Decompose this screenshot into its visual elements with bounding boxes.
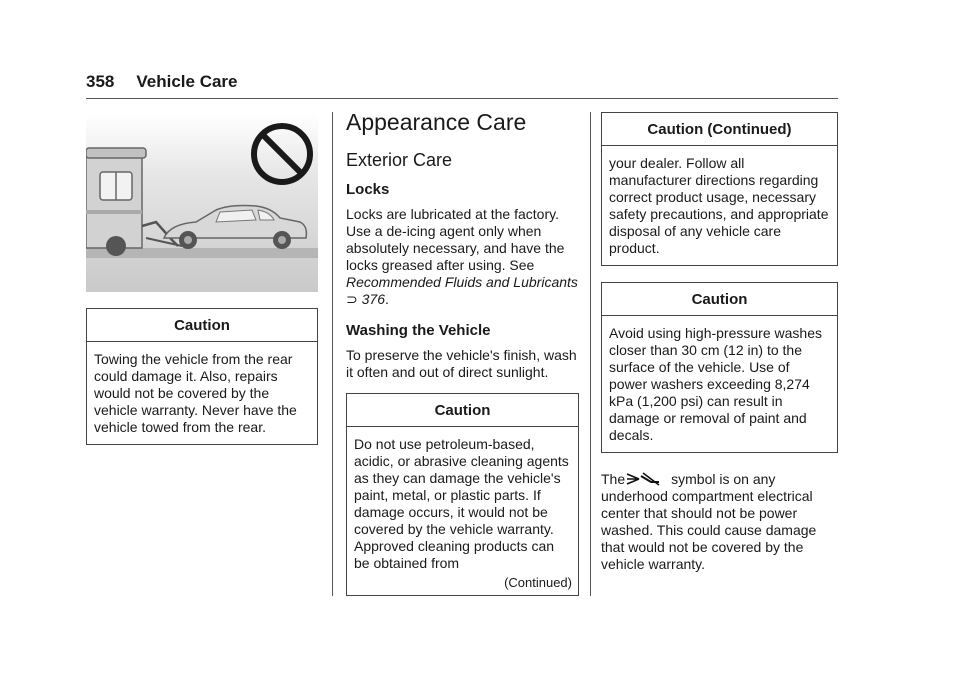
locks-text: Locks are lubricated at the factory. Use a de-icing agent only when absolutely necessary, and have the locks greased after using. See xyxy=(346,206,565,273)
washing-paragraph: To preserve the vehicle's finish, wash it often and out of direct sunlight. xyxy=(346,347,577,380)
symbol-para-start: The xyxy=(601,471,626,487)
column-2 xyxy=(346,108,579,596)
locks-heading: Locks xyxy=(346,181,390,198)
caution-body: Towing the vehicle from the rear could damage it. Also, repairs would not be covered by the vehicle warranty. Never have the vehicle towed from the rear. xyxy=(94,351,297,435)
header-rule xyxy=(86,98,838,99)
towing-caution-box xyxy=(86,308,318,445)
column-3 xyxy=(601,112,838,573)
page-number: 358 xyxy=(86,72,115,91)
symbol-para-end: symbol is on any underhood compartment electrical center that should not be power washed. This could cause damage that would not be covered by the vehicle warranty. xyxy=(601,471,817,572)
prohibited-towing-illustration-icon xyxy=(86,114,318,292)
fluids-reference-link[interactable]: Recommended Fluids and Lubricants xyxy=(346,274,578,290)
fluids-reference-page[interactable]: ⊃ 376 xyxy=(346,291,385,307)
locks-end: . xyxy=(384,291,389,307)
cleaning-caution-continued-box xyxy=(601,112,838,266)
locks-paragraph xyxy=(346,206,579,308)
page-header xyxy=(86,72,238,92)
pressure-wash-caution-box xyxy=(601,282,838,453)
caution-title: Caution xyxy=(602,283,837,316)
no-pressure-wash-icon xyxy=(625,472,671,486)
column-divider-1 xyxy=(332,112,333,596)
caution-title: Caution xyxy=(87,309,317,342)
cleaning-caution-box xyxy=(346,393,579,596)
caution-body: Avoid using high-pressure washes closer than 30 cm (12 in) to the surface of the vehicle. Use of power washers exceeding 8,274 kPa (1,200 psi) can result in damage or removal of paint and decals. xyxy=(609,325,822,443)
caution-body: your dealer. Follow all manufacturer directions regarding correct product usage, necessary safety precautions, and appropriate disposal of any vehicle care product. xyxy=(609,155,829,256)
subsection-heading: Exterior Care xyxy=(346,150,453,170)
caution-title: Caution (Continued) xyxy=(602,113,837,146)
column-1 xyxy=(86,114,318,445)
section-heading: Appearance Care xyxy=(346,109,527,135)
continued-label: (Continued) xyxy=(504,575,572,590)
washing-heading: Washing the Vehicle xyxy=(346,322,491,339)
caution-body: Do not use petroleum-based, acidic, or abrasive cleaning agents as they can damage the vehicle's paint, metal, or plastic parts. If damage occurs, it would not be covered by the vehicle warranty. Approved cleaning products can be obtained from xyxy=(354,436,569,571)
symbol-paragraph xyxy=(601,471,838,573)
caution-title: Caution xyxy=(347,394,578,427)
column-divider-2 xyxy=(590,112,591,596)
section-title: Vehicle Care xyxy=(136,72,238,91)
